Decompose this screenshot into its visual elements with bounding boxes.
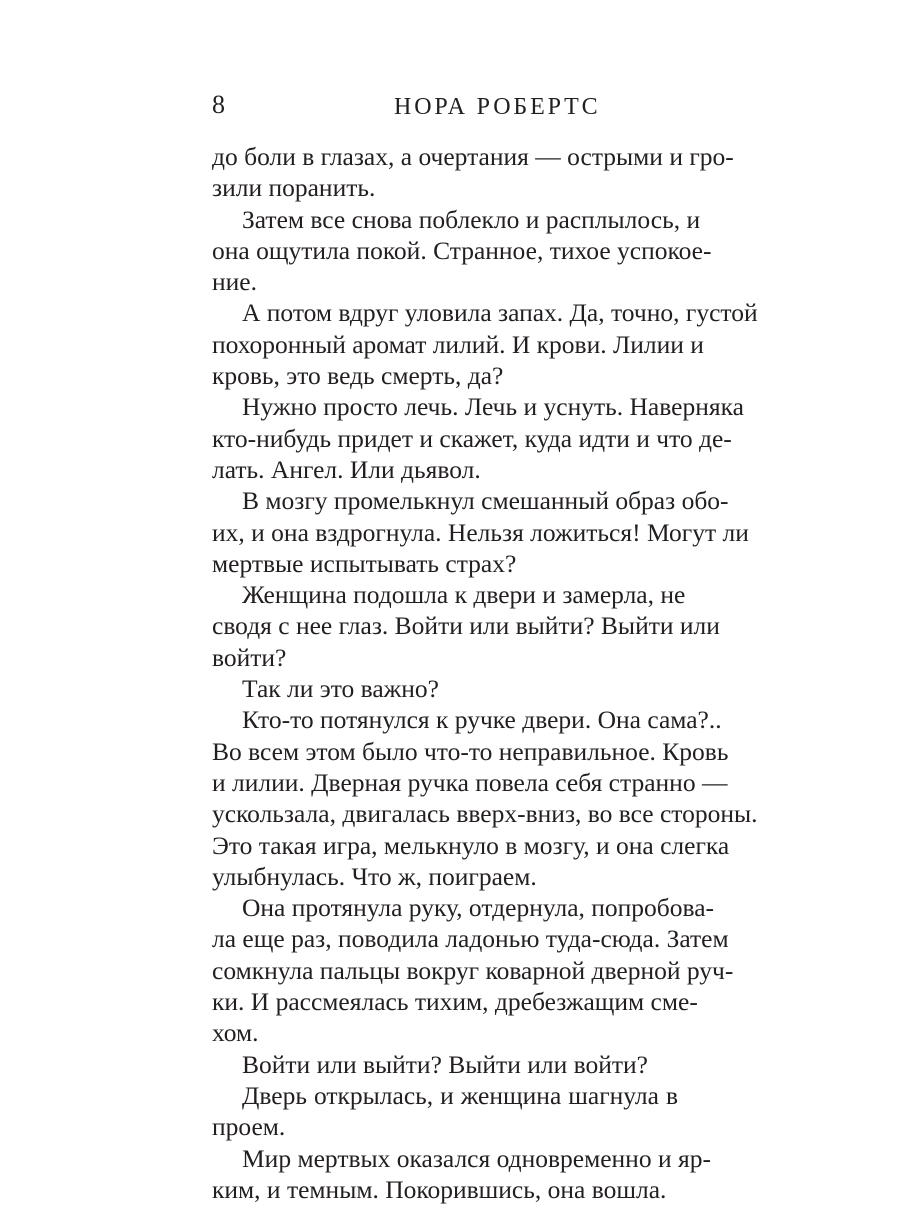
text-line: ки. И рассмеялась тихим, дребезжащим сме-: [212, 986, 678, 1017]
text-line: ускользала, двигалась вверх-вниз, во все стороны.: [212, 798, 678, 829]
text-line: похоронный аромат лилий. И крови. Лилии и: [212, 329, 678, 360]
text-line: Она протянула руку, отдернула, попробова-: [212, 892, 678, 923]
paragraph: [212, 1049, 678, 1080]
text-line: войти?: [212, 642, 678, 673]
text-line: Женщина подошла к двери и замерла, не: [212, 579, 678, 610]
paragraph: [212, 704, 678, 892]
text-line: улыбнулась. Что ж, поиграем.: [212, 861, 678, 892]
text-line: она ощутила покой. Странное, тихое успокое-: [212, 235, 678, 266]
text-line: лать. Ангел. Или дьявол.: [212, 454, 678, 485]
paragraph: [212, 579, 678, 673]
text-line: Дверь открылась, и женщина шагнула в: [212, 1080, 678, 1111]
text-line: Затем все снова поблекло и расплылось, и: [212, 204, 678, 235]
text-line: сомкнула пальцы вокруг коварной дверной руч-: [212, 955, 678, 986]
text-line: сводя с нее глаз. Войти или выйти? Выйти или: [212, 610, 678, 641]
paragraph: [212, 485, 678, 579]
text-body: [212, 141, 678, 1205]
text-line: Так ли это важно?: [212, 673, 678, 704]
text-line: Войти или выйти? Выйти или войти?: [212, 1049, 678, 1080]
paragraph: [212, 673, 678, 704]
paragraph: [212, 297, 678, 391]
page-number: 8: [212, 90, 225, 120]
text-line: хом.: [212, 1017, 678, 1048]
text-line: кровь, это ведь смерть, да?: [212, 360, 678, 391]
paragraph: [212, 391, 678, 485]
text-line: зили поранить.: [212, 172, 678, 203]
text-line: Это такая игра, мелькнуло в мозгу, и она слегка: [212, 830, 678, 861]
text-line: ким, и темным. Покорившись, она вошла.: [212, 1174, 678, 1205]
text-line: Мир мертвых оказался одновременно и яр-: [212, 1143, 678, 1174]
text-line: до боли в глазах, а очертания — острыми и гро-: [212, 141, 678, 172]
paragraph: [212, 141, 678, 204]
text-line: кто-нибудь придет и скажет, куда идти и что де-: [212, 423, 678, 454]
paragraph: [212, 1080, 678, 1143]
text-line: мертвые испытывать страх?: [212, 548, 678, 579]
text-line: ние.: [212, 266, 678, 297]
text-line: Нужно просто лечь. Лечь и уснуть. Наверняка: [212, 391, 678, 422]
text-line: В мозгу промелькнул смешанный образ обо-: [212, 485, 678, 516]
paragraph: [212, 204, 678, 298]
paragraph: [212, 1143, 678, 1205]
text-line: проем.: [212, 1111, 678, 1142]
text-line: ла еще раз, поводила ладонью туда-сюда. Затем: [212, 923, 678, 954]
text-line: А потом вдруг уловила запах. Да, точно, густой: [212, 297, 678, 328]
paragraph: [212, 892, 678, 1048]
text-line: Во всем этом было что-то неправильное. Кровь: [212, 736, 678, 767]
text-line: их, и она вздрогнула. Нельзя ложиться! Могут ли: [212, 517, 678, 548]
page-header: [212, 90, 692, 120]
text-line: Кто-то потянулся к ручке двери. Она сама?..: [212, 704, 678, 735]
text-line: и лилии. Дверная ручка повела себя странно —: [212, 767, 678, 798]
running-head: НОРА РОБЕРТС: [394, 92, 601, 122]
